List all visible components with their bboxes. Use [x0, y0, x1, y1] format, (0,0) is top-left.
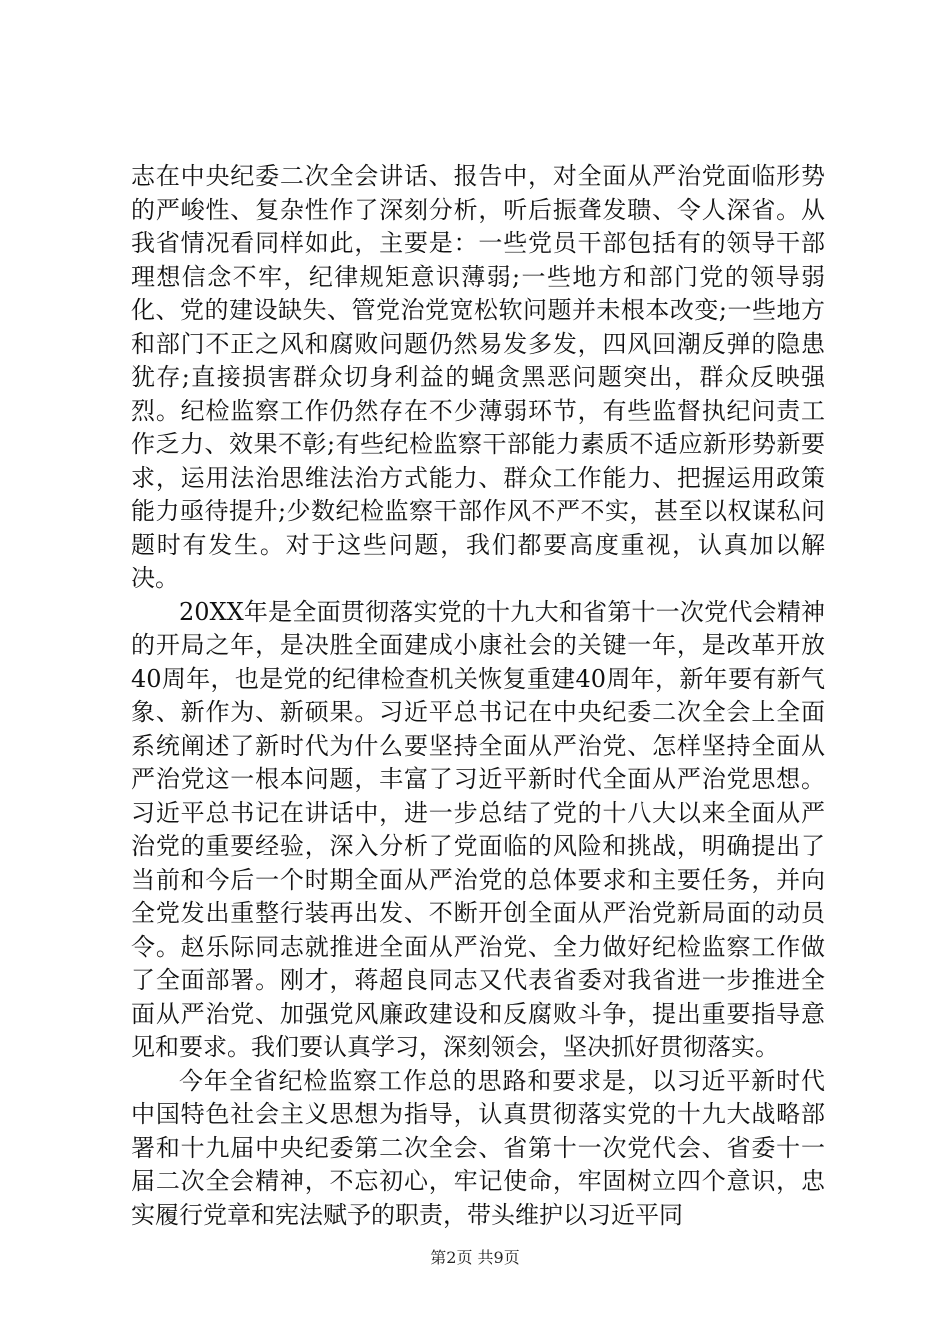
- document-body: [131, 160, 825, 1232]
- paragraph-continued: 志在中央纪委二次全会讲话、报告中，对全面从严治党面临形势的严峻性、复杂性作了深刻分析，听后振聋发聩、令人深省。从我省情况看同样如此，主要是：一些党员干部包括有的领导干部理想信念不牢，纪律规矩意识薄弱;一些地方和部门党的领导弱化、党的建设缺失、管党治党宽松软问题并未根本改变;一些地方和部门不正之风和腐败问题仍然易发多发，四风回潮反弹的隐患犹存;直接损害群众切身利益的蝇贪黑恶问题突出，群众反映强烈。纪检监察工作仍然存在不少薄弱环节，有些监督执纪问责工作乏力、效果不彰;有些纪检监察干部能力素质不适应新形势新要求，运用法治思维法治方式能力、群众工作能力、把握运用政策能力亟待提升;少数纪检监察干部作风不严不实，甚至以权谋私问题时有发生。对于这些问题，我们都要高度重视，认真加以解决。: [131, 162, 825, 592]
- page-number-footer: 第2页 共9页: [430, 1248, 520, 1267]
- paragraph: 20XX年是全面贯彻落实党的十九大和省第十一次党代会精神的开局之年，是决胜全面建成小康社会的关键一年，是改革开放40周年，也是党的纪律检查机关恢复重建40周年，新年要有新气象、新作为、新硕果。习近平总书记在中央纪委二次全会上全面系统阐述了新时代为什么要坚持全面从严治党、怎样坚持全面从严治党这一根本问题，丰富了习近平新时代全面从严治党思想。习近平总书记在讲话中，进一步总结了党的十八大以来全面从严治党的重要经验，深入分析了党面临的风险和挑战，明确提出了当前和今后一个时期全面从严治党的总体要求和主要任务，并向全党发出重整行装再出发、不断开创全面从严治党新局面的动员令。赵乐际同志就推进全面从严治党、全力做好纪检监察工作做了全面部署。刚才，蒋超良同志又代表省委对我省进一步推进全面从严治党、加强党风廉政建设和反腐败斗争，提出重要指导意见和要求。我们要认真学习，深刻领会，坚决抓好贯彻落实。: [131, 597, 825, 1061]
- paragraph: 今年全省纪检监察工作总的思路和要求是，以习近平新时代中国特色社会主义思想为指导，认真贯彻落实党的十九大战略部署和十九届中央纪委第二次全会、省第十一次党代会、省委十一届二次全会精神，不忘初心，牢记使命，牢固树立四个意识，忠实履行党章和宪法赋予的职责，带头维护以习近平同: [131, 1066, 825, 1229]
